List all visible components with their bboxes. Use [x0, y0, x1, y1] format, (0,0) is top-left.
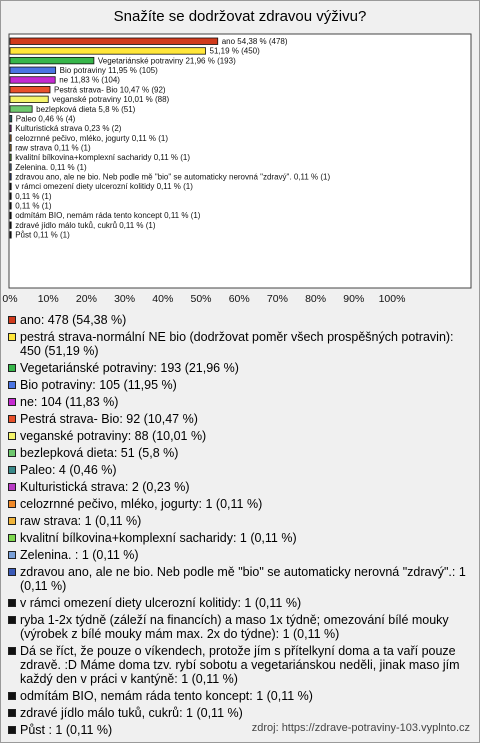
- legend-swatch: [8, 449, 16, 457]
- bar-5: [10, 86, 50, 93]
- legend-item: [8, 613, 472, 641]
- legend-label: ne: 104 (11,83 %): [20, 395, 119, 409]
- x-tick-label-4: 40%: [152, 293, 174, 305]
- legend-item: [8, 412, 472, 426]
- legend-item: [8, 497, 472, 511]
- bar-12: [10, 154, 11, 161]
- bar-19: [10, 222, 11, 229]
- legend-label: zdravou ano, ale ne bio. Neb podle mě "bio" se automaticky nerovná "zdravý".: 1 (0,11 %): [20, 565, 466, 593]
- x-tick-label-9: 90%: [343, 293, 365, 305]
- legend-label: Kulturistická strava: 2 (0,23 %): [20, 480, 190, 494]
- bar-label-1: 51,19 % (450): [209, 46, 260, 56]
- legend-item: [8, 395, 472, 409]
- legend-item: [8, 514, 472, 528]
- bar-label-16: 0,11 % (1): [15, 191, 52, 201]
- bar-1: [10, 48, 206, 55]
- legend-item: [8, 313, 472, 327]
- x-tick-label-0: 0%: [2, 293, 18, 305]
- legend-label: celozrnné pečivo, mléko, jogurty: 1 (0,11 %): [20, 497, 263, 511]
- legend-label: Půst : 1 (0,11 %): [20, 723, 113, 737]
- bar-0: [10, 38, 218, 45]
- bar-label-13: Zelenina. 0,11 % (1): [15, 162, 87, 172]
- legend-item: [8, 330, 472, 358]
- source-credit: zdroj: https://zdrave-potraviny-103.vyplnto.cz: [251, 722, 470, 734]
- legend-item: [8, 361, 472, 375]
- bar-label-10: celozrnné pečivo, mléko, jogurty 0,11 % (1): [15, 133, 169, 143]
- legend-item: [8, 429, 472, 443]
- legend-swatch: [8, 517, 16, 525]
- x-tick-label-6: 60%: [228, 293, 250, 305]
- legend-swatch: [8, 415, 16, 423]
- legend-label: zdravé jídlo málo tuků, cukrů: 1 (0,11 %): [20, 706, 243, 720]
- x-tick-label-7: 70%: [266, 293, 288, 305]
- bar-label-19: zdravé jídlo málo tuků, cukrů 0,11 % (1): [15, 220, 156, 230]
- bar-chart: [0, 0, 480, 310]
- bar-label-4: ne 11,83 % (104): [59, 75, 120, 85]
- bar-13: [10, 164, 11, 171]
- chart-title: Snažíte se dodržovat zdravou výživu?: [113, 8, 367, 25]
- legend-label: veganské potraviny: 88 (10,01 %): [20, 429, 207, 443]
- x-tick-label-1: 10%: [37, 293, 59, 305]
- legend-swatch: [8, 616, 16, 624]
- legend-label: ryba 1-2x týdně (záleží na financích) a maso 1x týdně; omezování bílé mouky (výrobek z bílé mouky mám max. 2x do týdne): 1 (0,11 %): [20, 613, 449, 641]
- legend-item: [8, 463, 472, 477]
- legend-swatch: [8, 333, 16, 341]
- x-tick-label-2: 20%: [75, 293, 97, 305]
- legend-swatch: [8, 483, 16, 491]
- bar-label-20: Půst 0,11 % (1): [15, 230, 70, 240]
- legend-swatch: [8, 500, 16, 508]
- legend-item: [8, 548, 472, 562]
- legend-swatch: [8, 364, 16, 372]
- x-tick-label-8: 80%: [305, 293, 327, 305]
- bar-label-18: odmítám BIO, nemám ráda tento koncept 0,11 % (1): [15, 211, 201, 221]
- legend-item: [8, 596, 472, 610]
- bar-label-17: 0,11 % (1): [15, 201, 52, 211]
- legend-swatch: [8, 709, 16, 717]
- x-tick-label-5: 50%: [190, 293, 212, 305]
- bar-14: [10, 174, 11, 181]
- bar-label-7: bezlepková dieta 5,8 % (51): [36, 104, 136, 114]
- legend-item: [8, 480, 472, 494]
- legend-label: Paleo: 4 (0,46 %): [20, 463, 117, 477]
- legend-item: [8, 644, 472, 686]
- legend-swatch: [8, 647, 16, 655]
- chart-legend: [8, 313, 472, 740]
- bar-label-3: Bio potraviny 11,95 % (105): [59, 66, 158, 76]
- legend-swatch: [8, 534, 16, 542]
- bar-label-6: veganské potraviny 10,01 % (88): [52, 95, 170, 105]
- legend-label: Pestrá strava- Bio: 92 (10,47 %): [20, 412, 198, 426]
- bar-label-8: Paleo 0,46 % (4): [15, 114, 76, 124]
- bar-label-11: raw strava 0,11 % (1): [15, 143, 91, 153]
- legend-label: Vegetariánské potraviny: 193 (21,96 %): [20, 361, 239, 375]
- bar-16: [10, 193, 11, 200]
- legend-swatch: [8, 692, 16, 700]
- bar-10: [10, 135, 11, 142]
- legend-label: odmítám BIO, nemám ráda tento koncept: 1 (0,11 %): [20, 689, 313, 703]
- bar-label-15: v rámci omezení diety ulcerozní kolitidy 0,11 % (1): [15, 182, 193, 192]
- bar-label-12: kvalitní bílkovina+komplexní sacharidy 0,11 % (1): [15, 153, 191, 163]
- legend-label: Bio potraviny: 105 (11,95 %): [20, 378, 177, 392]
- legend-swatch: [8, 551, 16, 559]
- bar-18: [10, 212, 11, 219]
- bar-8: [10, 115, 12, 122]
- x-tick-label-10: 100%: [378, 293, 406, 305]
- legend-label: raw strava: 1 (0,11 %): [20, 514, 142, 528]
- legend-item: [8, 378, 472, 392]
- legend-label: pestrá strava-normální NE bio (dodržovat poměr všech prospěšných potravin): 450 (51,19 %): [20, 330, 454, 358]
- legend-item: [8, 531, 472, 545]
- legend-item: [8, 706, 472, 720]
- legend-swatch: [8, 568, 16, 576]
- legend-item: [8, 689, 472, 703]
- legend-item: [8, 565, 472, 593]
- bar-label-2: Vegetariánské potraviny 21,96 % (193): [97, 56, 236, 66]
- bar-11: [10, 144, 11, 151]
- legend-swatch: [8, 432, 16, 440]
- legend-label: Zelenina. : 1 (0,11 %): [20, 548, 139, 562]
- legend-label: ano: 478 (54,38 %): [20, 313, 127, 327]
- bar-9: [10, 125, 11, 131]
- legend-item: [8, 446, 472, 460]
- legend-swatch: [8, 316, 16, 324]
- bar-label-5: Pestrá strava- Bio 10,47 % (92): [53, 85, 166, 95]
- bar-15: [10, 183, 11, 190]
- legend-swatch: [8, 381, 16, 389]
- legend-swatch: [8, 726, 16, 734]
- bar-20: [10, 232, 11, 239]
- legend-label: bezlepková dieta: 51 (5,8 %): [20, 446, 179, 460]
- bar-4: [10, 77, 55, 84]
- legend-swatch: [8, 599, 16, 607]
- bar-label-14: zdravou ano, ale ne bio. Neb podle mě "bio" se automaticky nerovná "zdravý". 0,11 % (1): [15, 172, 331, 182]
- legend-swatch: [8, 466, 16, 474]
- x-tick-label-3: 30%: [114, 293, 136, 305]
- bar-7: [10, 106, 32, 113]
- bar-3: [10, 67, 56, 74]
- bar-2: [10, 57, 94, 64]
- legend-label: v rámci omezení diety ulcerozní kolitidy: 1 (0,11 %): [20, 596, 302, 610]
- bar-label-0: ano 54,38 % (478): [221, 37, 288, 46]
- bar-label-9: Kulturistická strava 0,23 % (2): [15, 124, 122, 134]
- legend-label: Dá se říct, že pouze o víkendech, protože jím s přítelkyní doma a ta vaří pouze zdravě. :D Máme doma tzv. rybí sobotu a vegetariánskou neděli, jinak maso jím každý den v práci v kantýně: 1 (0,11 %): [20, 644, 460, 686]
- legend-label: kvalitní bílkovina+komplexní sacharidy: 1 (0,11 %): [20, 531, 297, 545]
- legend-swatch: [8, 398, 16, 406]
- bar-17: [10, 203, 11, 210]
- bar-6: [10, 96, 48, 103]
